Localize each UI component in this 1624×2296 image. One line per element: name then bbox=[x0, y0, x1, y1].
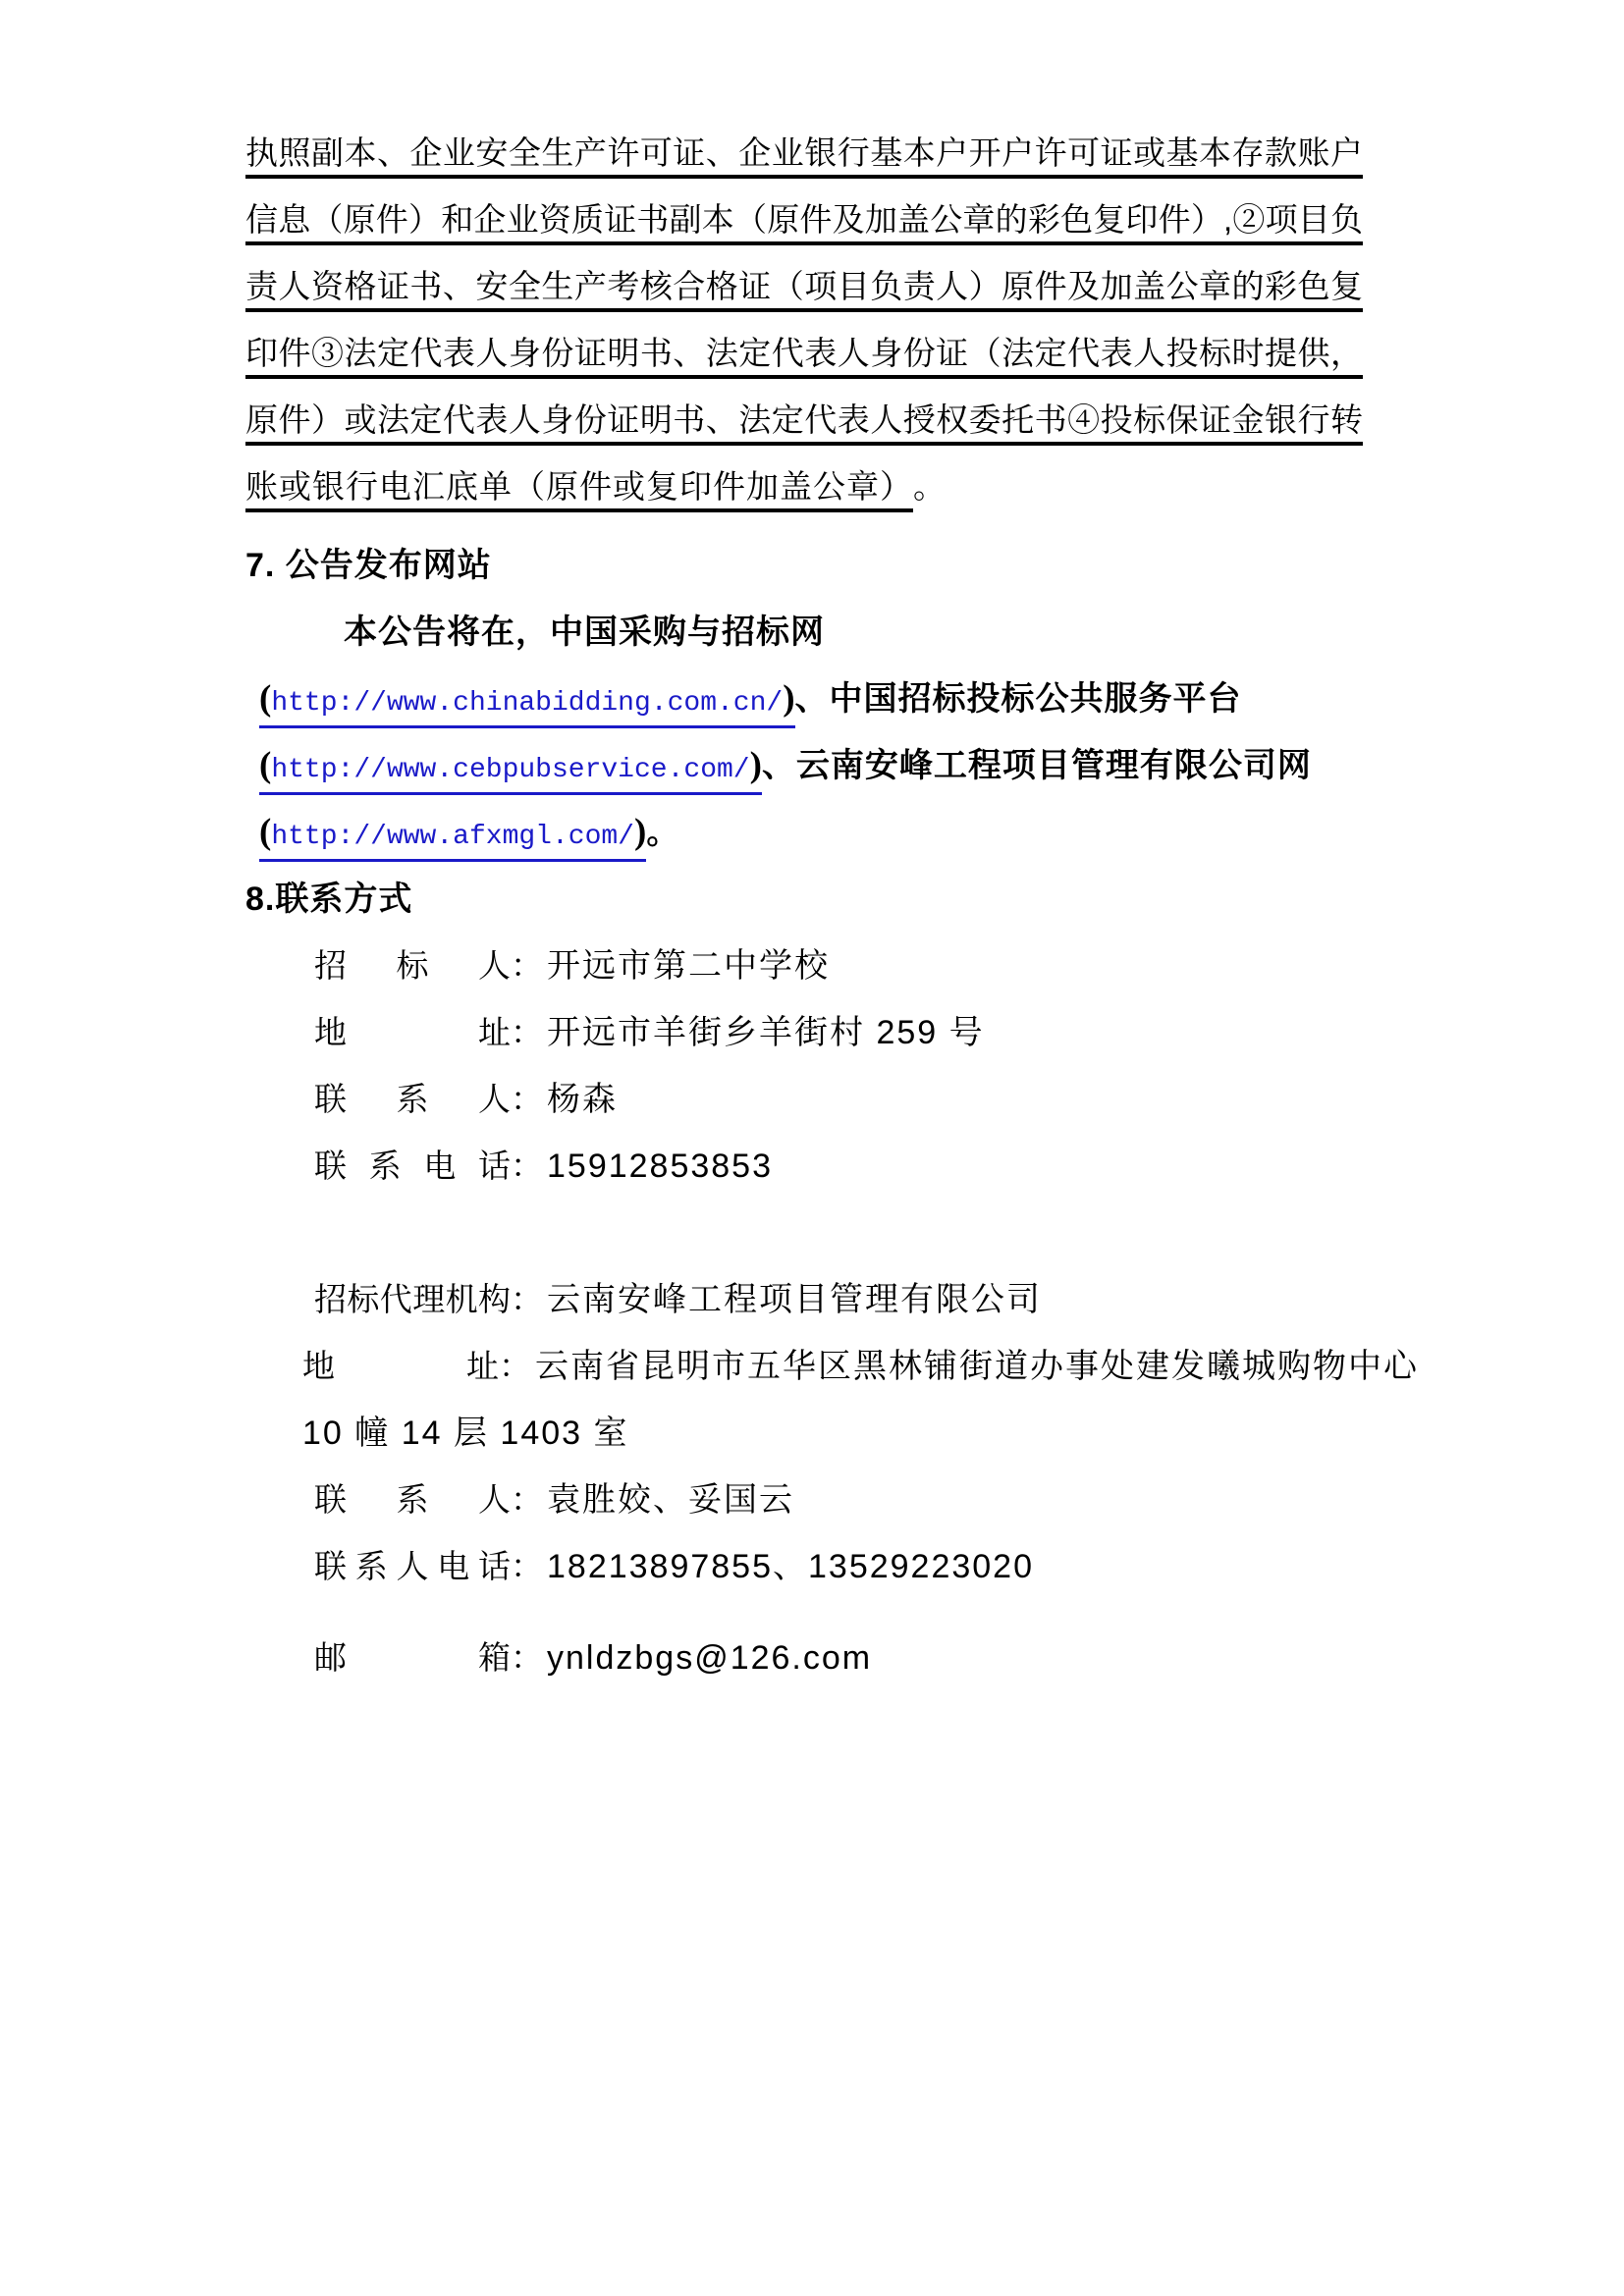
paragraph-line-text: 执照副本、企业安全生产许可证、企业银行基本户开户许可证或基本存款账户 bbox=[245, 132, 1363, 179]
paragraph-line bbox=[245, 265, 1363, 312]
paragraph-line-text: 责人资格证书、安全生产考核合格证（项目负责人）原件及加盖公章的彩色复 bbox=[245, 265, 1363, 312]
contact-row-tenderer-person bbox=[314, 1066, 1363, 1133]
label-colon: ： bbox=[511, 1548, 543, 1584]
section-7-heading: 7. 公告发布网站 bbox=[245, 547, 492, 584]
open-paren: ( bbox=[259, 678, 272, 719]
label-colon: ： bbox=[511, 1481, 543, 1518]
label-colon: ： bbox=[511, 1281, 543, 1317]
link-suffix-label: 、云南安峰工程项目管理有限公司网 bbox=[761, 747, 1312, 784]
blank-line bbox=[245, 1200, 1363, 1266]
paragraph-line-text: 原件）或法定代表人身份证明书、法定代表人授权委托书④投标保证金银行转 bbox=[245, 399, 1363, 446]
contact-value: 云南安峰工程项目管理有限公司 bbox=[547, 1281, 1042, 1318]
label-colon: ： bbox=[499, 1348, 531, 1384]
open-paren: ( bbox=[259, 745, 272, 785]
afxmgl-link[interactable]: http://www.afxmgl.com/ bbox=[271, 822, 634, 852]
section-8-heading: 8.联系方式 bbox=[245, 881, 413, 918]
paragraph-line-text: 账或银行电汇底单（原件或复印件加盖公章） bbox=[245, 465, 913, 512]
link-group bbox=[259, 679, 795, 728]
open-paren: ( bbox=[259, 812, 272, 852]
close-paren: ) bbox=[634, 812, 647, 852]
section-7-intro-line bbox=[245, 599, 1363, 666]
label-colon: ： bbox=[511, 1081, 543, 1117]
contact-value: 袁胜姣、妥国云 bbox=[547, 1481, 794, 1519]
paragraph-line bbox=[245, 198, 1363, 245]
contact-value: 开远市羊街乡羊街村 259 号 bbox=[547, 1014, 985, 1051]
contact-label: 地址 bbox=[314, 1014, 511, 1050]
paragraph-line-text: 印件③法定代表人身份证明书、法定代表人身份证（法定代表人投标时提供， bbox=[245, 332, 1363, 379]
section-7-intro-text: 本公告将在，中国采购与招标网 bbox=[344, 614, 825, 651]
contact-value: 云南省昆明市五华区黑林铺街道办事处建发曦城购物中心 bbox=[535, 1348, 1419, 1385]
paragraph-period: 。 bbox=[913, 468, 946, 505]
link-line-cebpubservice bbox=[259, 732, 1363, 799]
contact-label: 招标代理机构 bbox=[314, 1281, 511, 1317]
contact-row-tenderer bbox=[314, 933, 1363, 999]
contact-row-agency-email bbox=[314, 1625, 1363, 1691]
contact-row-tenderer-address bbox=[314, 999, 1363, 1066]
contact-value: 15912853853 bbox=[547, 1148, 774, 1185]
contact-label: 地址 bbox=[302, 1348, 499, 1384]
link-group bbox=[259, 746, 762, 795]
bid-requirements-paragraph bbox=[245, 132, 1363, 512]
contact-row-agency bbox=[314, 1266, 1363, 1333]
contact-label: 招标人 bbox=[314, 947, 511, 984]
contact-label: 联系人电话 bbox=[314, 1548, 511, 1584]
label-colon: ： bbox=[511, 1148, 543, 1184]
paragraph-last-line bbox=[245, 465, 1363, 512]
paragraph-line bbox=[245, 332, 1363, 379]
contact-value: 杨森 bbox=[547, 1081, 618, 1118]
contact-row-agency-address bbox=[302, 1333, 1419, 1400]
contact-label: 联系人 bbox=[314, 1081, 511, 1117]
label-colon: ： bbox=[511, 947, 543, 984]
paragraph-line-text: 信息（原件）和企业资质证书副本（原件及加盖公章的彩色复印件）,②项目负 bbox=[245, 198, 1363, 245]
close-paren: ) bbox=[749, 745, 762, 785]
paragraph-line bbox=[245, 132, 1363, 179]
link-line-chinabidding bbox=[259, 666, 1363, 732]
agency-address-continuation: 10 幢 14 层 1403 室 bbox=[302, 1415, 629, 1452]
contact-row-agency-phone bbox=[314, 1533, 1363, 1600]
contact-row-tenderer-phone bbox=[314, 1133, 1363, 1200]
contact-label: 联系电话 bbox=[314, 1148, 511, 1184]
chinabidding-link[interactable]: http://www.chinabidding.com.cn/ bbox=[271, 688, 784, 719]
contact-label: 联系人 bbox=[314, 1481, 511, 1518]
label-colon: ： bbox=[511, 1639, 543, 1676]
contact-value: ynldzbgs@126.com bbox=[547, 1639, 873, 1677]
close-paren: ) bbox=[783, 678, 795, 719]
link-suffix-label: 、中国招标投标公共服务平台 bbox=[794, 680, 1242, 718]
cebpubservice-link[interactable]: http://www.cebpubservice.com/ bbox=[271, 755, 750, 785]
link-group bbox=[259, 813, 646, 862]
label-colon: ： bbox=[511, 1014, 543, 1050]
link-line-afxmgl bbox=[259, 799, 1363, 866]
paragraph-line bbox=[245, 399, 1363, 446]
contact-value: 开远市第二中学校 bbox=[547, 947, 830, 985]
contact-value: 18213897855、13529223020 bbox=[547, 1548, 1035, 1585]
contact-row-agency-person bbox=[314, 1467, 1363, 1533]
link-period: 。 bbox=[646, 814, 680, 850]
contact-label: 邮箱 bbox=[314, 1639, 511, 1676]
